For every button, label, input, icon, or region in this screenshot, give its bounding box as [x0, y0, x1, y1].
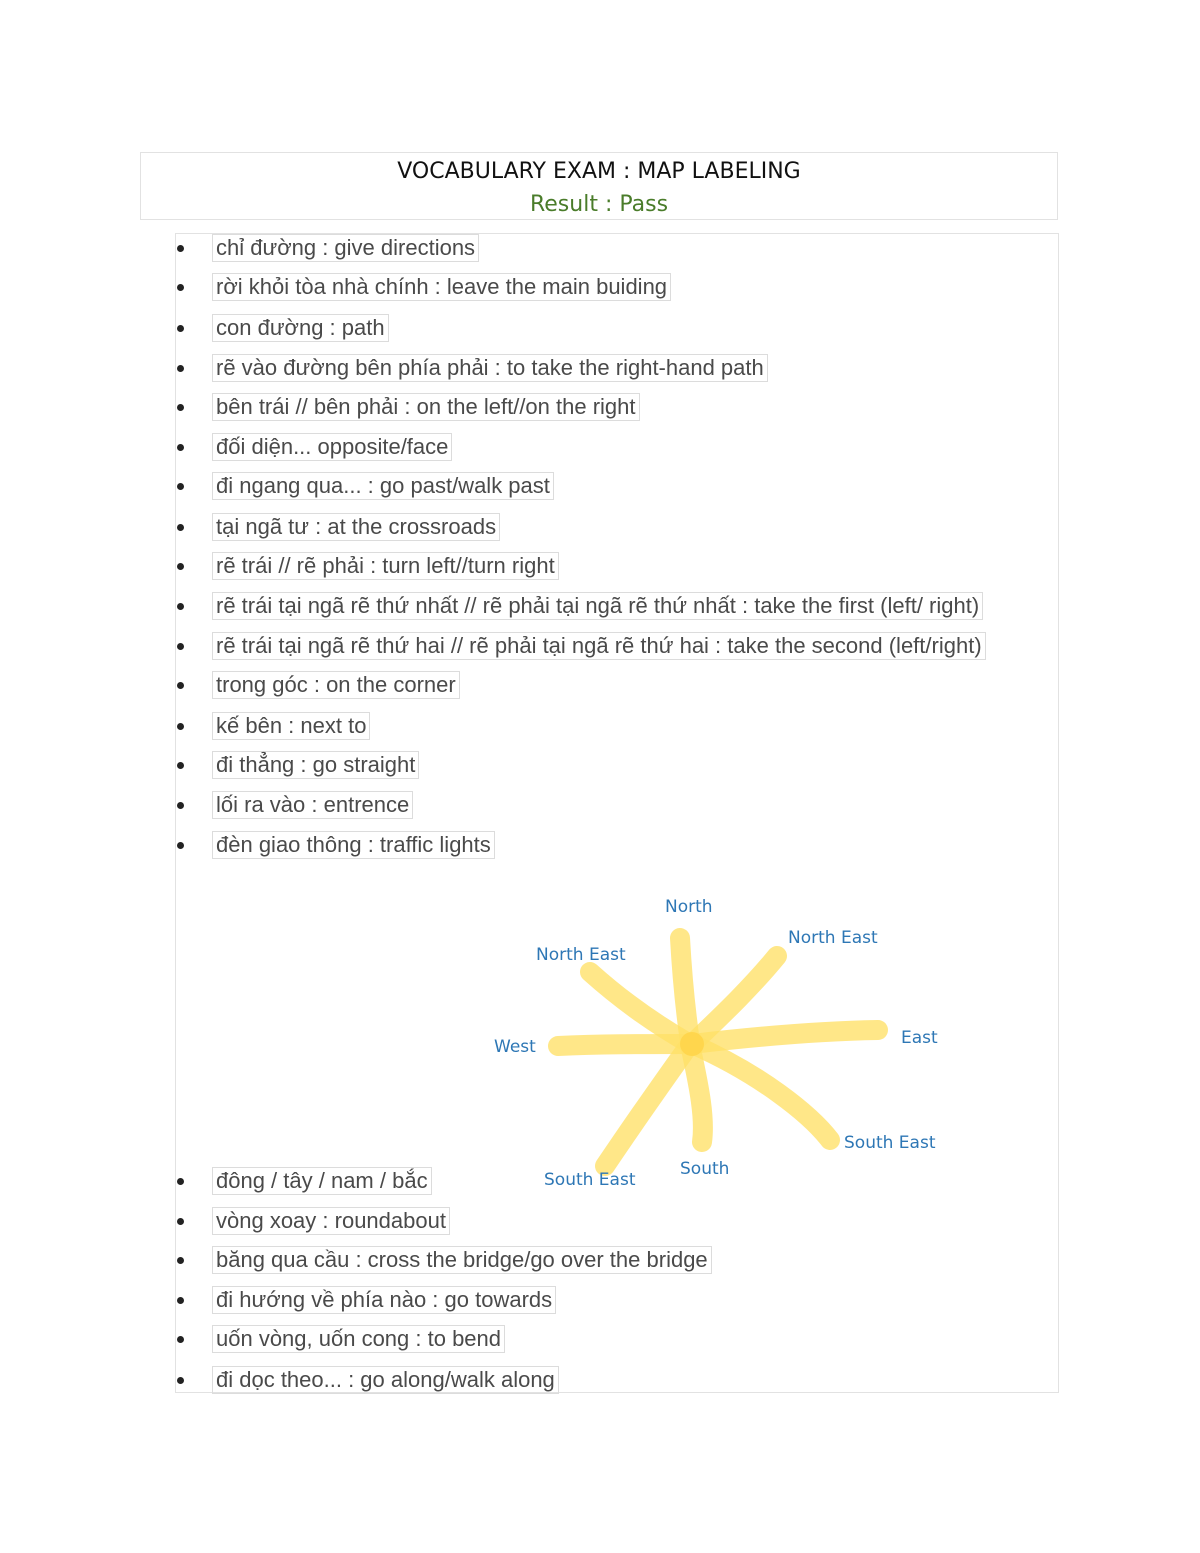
bullet-icon [177, 762, 184, 769]
bullet-icon [177, 643, 184, 650]
vocab-item [176, 234, 479, 262]
compass-label-north: North [665, 897, 713, 917]
bullet-icon [177, 483, 184, 490]
vocab-item [176, 1286, 556, 1314]
vocab-text: băng qua cầu : cross the bridge/go over the bridge [212, 1246, 712, 1274]
vocab-text: đèn giao thông : traffic lights [212, 831, 495, 859]
vocab-text: rời khỏi tòa nhà chính : leave the main buiding [212, 273, 671, 301]
bullet-icon [177, 284, 184, 291]
west-stroke [558, 1044, 690, 1046]
bullet-icon [177, 325, 184, 332]
exam-result: Result : Pass [529, 192, 669, 217]
vocab-text: rẽ trái tại ngã rẽ thứ hai // rẽ phải tại ngã rẽ thứ hai : take the second (left/right) [212, 632, 986, 660]
vocab-item [176, 354, 768, 382]
east-stroke [692, 1030, 878, 1044]
compass-rose-svg [440, 874, 1016, 1190]
vocab-text: đông / tây / nam / bắc [212, 1167, 432, 1195]
vocab-text: rẽ vào đường bên phía phải : to take the right-hand path [212, 354, 768, 382]
vocab-item [176, 472, 554, 500]
vocab-text: đối diện... opposite/face [212, 433, 452, 461]
vocab-item [176, 712, 370, 740]
vocab-item [176, 513, 500, 541]
vocab-item [176, 751, 419, 779]
vocab-text: rẽ trái // rẽ phải : turn left//turn right [212, 552, 559, 580]
exam-title: VOCABULARY EXAM : MAP LABELING [397, 159, 801, 184]
vocab-text: đi hướng về phía nào : go towards [212, 1286, 556, 1314]
bullet-icon [177, 802, 184, 809]
compass-label-south: South [680, 1159, 730, 1179]
vocab-text: lối ra vào : entrence [212, 791, 413, 819]
bullet-icon [177, 1178, 184, 1185]
vocab-item [176, 831, 495, 859]
bullet-icon [177, 842, 184, 849]
compass-label-south-east-right: South East [844, 1133, 936, 1153]
bullet-icon [177, 1377, 184, 1384]
vocab-item [176, 433, 452, 461]
vocab-item [176, 552, 559, 580]
bullet-icon [177, 1336, 184, 1343]
vocab-item [176, 1167, 432, 1195]
compass-center [680, 1032, 704, 1056]
vocab-item [176, 1207, 450, 1235]
vocab-text: con đường : path [212, 314, 389, 342]
vocab-item [176, 273, 671, 301]
bullet-icon [177, 365, 184, 372]
vocab-item [176, 671, 460, 699]
bullet-icon [177, 245, 184, 252]
bullet-icon [177, 563, 184, 570]
bullet-icon [177, 1297, 184, 1304]
compass-label-north-east-right: North East [788, 928, 878, 948]
vocab-item [176, 393, 640, 421]
vocab-text: đi dọc theo... : go along/walk along [212, 1366, 559, 1394]
southwest-stroke [605, 1044, 690, 1166]
bullet-icon [177, 603, 184, 610]
vocab-item [176, 1325, 505, 1353]
south-stroke [690, 1044, 703, 1142]
compass-label-south-east-left: South East [544, 1170, 636, 1190]
bullet-icon [177, 1257, 184, 1264]
vocab-item [176, 791, 413, 819]
north-stroke [680, 938, 690, 1042]
vocab-text: trong góc : on the corner [212, 671, 460, 699]
compass-rose-figure [440, 874, 1016, 1190]
bullet-icon [177, 1218, 184, 1225]
vocab-item [176, 314, 389, 342]
exam-header [140, 152, 1058, 220]
compass-label-east: East [901, 1028, 938, 1048]
vocab-text: rẽ trái tại ngã rẽ thứ nhất // rẽ phải tại ngã rẽ thứ nhất : take the first (left/ right) [212, 592, 983, 620]
vocab-item [176, 592, 983, 620]
vocab-text: đi ngang qua... : go past/walk past [212, 472, 554, 500]
bullet-icon [177, 524, 184, 531]
vocab-text: bên trái // bên phải : on the left//on the right [212, 393, 640, 421]
vocab-text: chỉ đường : give directions [212, 234, 479, 262]
vocab-text: tại ngã tư : at the crossroads [212, 513, 500, 541]
vocab-text: đi thẳng : go straight [212, 751, 419, 779]
bullet-icon [177, 723, 184, 730]
vocab-item [176, 1246, 712, 1274]
vocab-item [176, 1366, 559, 1394]
compass-label-west: West [494, 1037, 536, 1057]
vocab-item [176, 632, 986, 660]
bullet-icon [177, 682, 184, 689]
vocab-text: uốn vòng, uốn cong : to bend [212, 1325, 505, 1353]
vocab-text: vòng xoay : roundabout [212, 1207, 450, 1235]
bullet-icon [177, 444, 184, 451]
bullet-icon [177, 404, 184, 411]
vocab-text: kế bên : next to [212, 712, 370, 740]
compass-label-north-east-left: North East [536, 945, 626, 965]
